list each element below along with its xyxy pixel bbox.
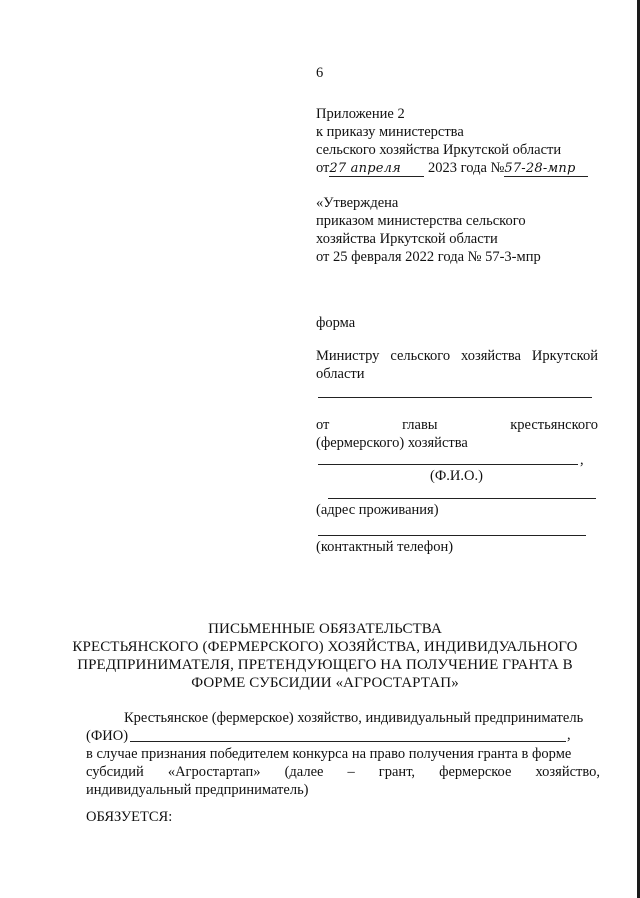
body-word-3: (далее	[284, 764, 324, 780]
number-sign: №	[490, 160, 505, 176]
addressee-blank-line	[318, 397, 592, 398]
appendix-line-2: к приказу министерства	[316, 124, 464, 140]
order-number-field	[504, 161, 588, 177]
body-word-7: хозяйство,	[535, 764, 600, 780]
body-fio-comma: ,	[567, 727, 571, 743]
form-label: форма	[316, 315, 356, 331]
body-word-5: грант,	[378, 764, 416, 780]
heading-line-1: ПИСЬМЕННЫЕ ОБЯЗАТЕЛЬСТВА	[208, 621, 442, 637]
obliges-label: ОБЯЗУЕТСЯ:	[86, 809, 173, 825]
appendix-line-1: Приложение 2	[316, 106, 405, 122]
order-number-handwritten: 57-28-мпр	[504, 161, 576, 176]
body-fio-label: (ФИО)	[86, 728, 129, 744]
from-word-3: крестьянского	[510, 417, 598, 433]
approved-line-2: приказом министерства сельского	[316, 213, 526, 229]
order-date-handwritten: 27 апреля	[329, 161, 401, 176]
from-head-line	[316, 416, 598, 434]
body-line-3: в случае признания победителем конкурса на право получения гранта в форме	[86, 746, 572, 762]
appendix-date-line	[316, 159, 588, 177]
addressee-word-1: Министру	[316, 348, 380, 364]
addressee-word-2: сельского	[390, 348, 451, 364]
order-year: 2023 года	[428, 160, 487, 176]
approved-line-1: «Утверждена	[316, 195, 399, 211]
body-word-1: субсидий	[86, 764, 144, 780]
body-line-5: индивидуальный предприниматель)	[86, 782, 309, 798]
fio-caption: (Ф.И.О.)	[430, 468, 483, 484]
heading-line-3: ПРЕДПРИНИМАТЕЛЯ, ПРЕТЕНДУЮЩЕГО НА ПОЛУЧЕНИЕ ГРАНТА В	[77, 657, 573, 673]
addressee-line-2: области	[316, 366, 365, 382]
fio-comma: ,	[580, 452, 584, 468]
fio-blank-line	[318, 464, 578, 465]
body-fio-blank-line	[130, 741, 566, 742]
body-line-4	[86, 763, 600, 781]
from-head-line-2: (фермерского) хозяйства	[316, 435, 468, 451]
heading-line-4: ФОРМЕ СУБСИДИИ «АГРОСТАРТАП»	[191, 675, 459, 691]
from-word-1: от	[316, 417, 330, 433]
phone-blank-line	[318, 535, 586, 536]
address-caption: (адрес проживания)	[316, 502, 439, 518]
heading-line-2: КРЕСТЬЯНСКОГО (ФЕРМЕРСКОГО) ХОЗЯЙСТВА, ИНДИВИДУАЛЬНОГО	[72, 639, 578, 655]
approved-line-4: от 25 февраля 2022 года № 57-3-мпр	[316, 249, 541, 265]
approved-line-3: хозяйства Иркутской области	[316, 231, 498, 247]
addressee-word-4: Иркутской	[531, 348, 598, 364]
from-word-2: главы	[402, 417, 438, 433]
order-date-field	[329, 161, 424, 177]
appendix-line-3: сельского хозяйства Иркутской области	[316, 142, 562, 158]
from-prefix: от	[316, 160, 330, 176]
addressee-word-3: хозяйства	[461, 348, 521, 364]
address-blank-line	[328, 498, 596, 499]
body-word-2: «Агростартап»	[167, 764, 261, 780]
addressee-line-1	[316, 347, 598, 365]
body-word-4: –	[347, 764, 355, 780]
page-number: 6	[316, 65, 324, 81]
body-word-6: фермерское	[439, 764, 512, 780]
phone-caption: (контактный телефон)	[316, 539, 454, 555]
body-line-1: Крестьянское (фермерское) хозяйство, индивидуальный предприниматель	[124, 710, 584, 726]
